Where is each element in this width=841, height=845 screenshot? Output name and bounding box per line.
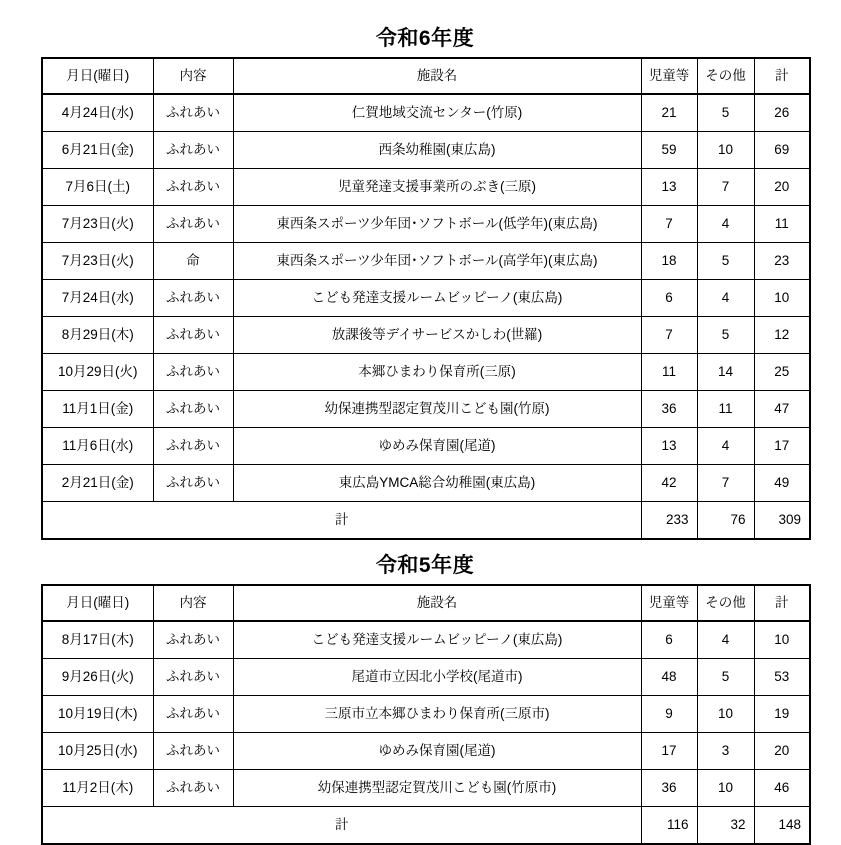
cell-type: ふれあい bbox=[153, 733, 233, 770]
section-title-reiwa5: 令和5年度 bbox=[375, 554, 475, 577]
cell-other: 11 bbox=[697, 391, 754, 428]
cell-date: 10月19日(木) bbox=[42, 696, 153, 733]
cell-type: ふれあい bbox=[153, 659, 233, 696]
cell-facility: 東西条スポーツ少年団･ソフトボール(低学年)(東広島) bbox=[233, 206, 641, 243]
cell-facility: 東広島YMCA総合幼稚園(東広島) bbox=[233, 465, 641, 502]
cell-other: 7 bbox=[697, 169, 754, 206]
cell-facility: 放課後等デイサービスかしわ(世羅) bbox=[233, 317, 641, 354]
cell-children: 42 bbox=[641, 465, 697, 502]
column-header-facility: 施設名 bbox=[233, 58, 641, 94]
table-row bbox=[42, 132, 810, 169]
cell-children: 59 bbox=[641, 132, 697, 169]
table-row bbox=[42, 280, 810, 317]
cell-total: 26 bbox=[754, 94, 810, 132]
cell-facility: 仁賀地域交流センター(竹原) bbox=[233, 94, 641, 132]
schedule-table-reiwa6 bbox=[41, 57, 811, 540]
table-row bbox=[42, 659, 810, 696]
column-header-children: 児童等 bbox=[641, 58, 697, 94]
column-header-type: 内容 bbox=[153, 58, 233, 94]
cell-total: 17 bbox=[754, 428, 810, 465]
schedule-table-reiwa5 bbox=[41, 584, 811, 845]
column-header-date: 月日(曜日) bbox=[42, 585, 153, 621]
cell-facility: ゆめみ保育園(尾道) bbox=[233, 428, 641, 465]
cell-children: 21 bbox=[641, 94, 697, 132]
cell-date: 6月21日(金) bbox=[42, 132, 153, 169]
cell-type: ふれあい bbox=[153, 317, 233, 354]
cell-type: ふれあい bbox=[153, 206, 233, 243]
cell-other: 5 bbox=[697, 243, 754, 280]
column-header-facility: 施設名 bbox=[233, 585, 641, 621]
cell-date: 8月29日(木) bbox=[42, 317, 153, 354]
cell-facility: ゆめみ保育園(尾道) bbox=[233, 733, 641, 770]
cell-date: 10月25日(水) bbox=[42, 733, 153, 770]
table-row bbox=[42, 354, 810, 391]
cell-total: 20 bbox=[754, 169, 810, 206]
cell-facility: 本郷ひまわり保育所(三原) bbox=[233, 354, 641, 391]
column-header-total: 計 bbox=[754, 58, 810, 94]
cell-total: 47 bbox=[754, 391, 810, 428]
cell-facility: 東西条スポーツ少年団･ソフトボール(高学年)(東広島) bbox=[233, 243, 641, 280]
table-body-reiwa5 bbox=[42, 621, 810, 844]
column-header-date: 月日(曜日) bbox=[42, 58, 153, 94]
table-row bbox=[42, 696, 810, 733]
cell-other: 10 bbox=[697, 132, 754, 169]
cell-facility: 児童発達支援事業所のぶき(三原) bbox=[233, 169, 641, 206]
cell-total: 10 bbox=[754, 621, 810, 659]
table-row bbox=[42, 206, 810, 243]
total-label: 計 bbox=[42, 502, 641, 540]
cell-other: 14 bbox=[697, 354, 754, 391]
total-children: 233 bbox=[641, 502, 697, 540]
table-row bbox=[42, 770, 810, 807]
cell-facility: 三原市立本郷ひまわり保育所(三原市) bbox=[233, 696, 641, 733]
table-body-reiwa6 bbox=[42, 94, 810, 539]
cell-other: 5 bbox=[697, 659, 754, 696]
cell-date: 7月6日(土) bbox=[42, 169, 153, 206]
cell-date: 9月26日(火) bbox=[42, 659, 153, 696]
cell-other: 5 bbox=[697, 317, 754, 354]
cell-children: 7 bbox=[641, 317, 697, 354]
column-header-type: 内容 bbox=[153, 585, 233, 621]
cell-other: 3 bbox=[697, 733, 754, 770]
cell-children: 13 bbox=[641, 169, 697, 206]
column-header-other: その他 bbox=[697, 585, 754, 621]
cell-children: 36 bbox=[641, 770, 697, 807]
cell-facility: こども発達支援ルームビッピーノ(東広島) bbox=[233, 280, 641, 317]
cell-date: 11月2日(木) bbox=[42, 770, 153, 807]
cell-facility: 幼保連携型認定賀茂川こども園(竹原市) bbox=[233, 770, 641, 807]
table-header-row bbox=[42, 58, 810, 94]
table-row bbox=[42, 317, 810, 354]
cell-other: 7 bbox=[697, 465, 754, 502]
cell-type: ふれあい bbox=[153, 465, 233, 502]
cell-date: 4月24日(水) bbox=[42, 94, 153, 132]
cell-children: 6 bbox=[641, 621, 697, 659]
cell-children: 13 bbox=[641, 428, 697, 465]
table-row bbox=[42, 94, 810, 132]
table-row bbox=[42, 169, 810, 206]
cell-children: 6 bbox=[641, 280, 697, 317]
cell-other: 4 bbox=[697, 206, 754, 243]
cell-total: 46 bbox=[754, 770, 810, 807]
cell-type: ふれあい bbox=[153, 696, 233, 733]
cell-type: ふれあい bbox=[153, 169, 233, 206]
column-header-children: 児童等 bbox=[641, 585, 697, 621]
cell-date: 10月29日(火) bbox=[42, 354, 153, 391]
table-row bbox=[42, 391, 810, 428]
cell-other: 5 bbox=[697, 94, 754, 132]
cell-facility: こども発達支援ルームビッピーノ(東広島) bbox=[233, 621, 641, 659]
cell-date: 8月17日(木) bbox=[42, 621, 153, 659]
cell-total: 11 bbox=[754, 206, 810, 243]
total-other: 76 bbox=[697, 502, 754, 540]
cell-children: 36 bbox=[641, 391, 697, 428]
table-row bbox=[42, 465, 810, 502]
cell-other: 4 bbox=[697, 621, 754, 659]
cell-total: 49 bbox=[754, 465, 810, 502]
total-total: 148 bbox=[754, 807, 810, 845]
cell-children: 11 bbox=[641, 354, 697, 391]
cell-total: 69 bbox=[754, 132, 810, 169]
cell-other: 4 bbox=[697, 428, 754, 465]
cell-date: 11月6日(水) bbox=[42, 428, 153, 465]
section-reiwa6 bbox=[41, 26, 809, 540]
cell-other: 10 bbox=[697, 770, 754, 807]
cell-children: 7 bbox=[641, 206, 697, 243]
cell-type: ふれあい bbox=[153, 428, 233, 465]
cell-type: ふれあい bbox=[153, 94, 233, 132]
column-header-total: 計 bbox=[754, 585, 810, 621]
cell-date: 7月24日(水) bbox=[42, 280, 153, 317]
cell-type: ふれあい bbox=[153, 770, 233, 807]
total-total: 309 bbox=[754, 502, 810, 540]
cell-date: 2月21日(金) bbox=[42, 465, 153, 502]
cell-total: 10 bbox=[754, 280, 810, 317]
cell-facility: 幼保連携型認定賀茂川こども園(竹原) bbox=[233, 391, 641, 428]
cell-children: 18 bbox=[641, 243, 697, 280]
cell-children: 9 bbox=[641, 696, 697, 733]
cell-type: ふれあい bbox=[153, 354, 233, 391]
section-reiwa5 bbox=[41, 553, 809, 845]
cell-total: 53 bbox=[754, 659, 810, 696]
cell-type: 命 bbox=[153, 243, 233, 280]
cell-type: ふれあい bbox=[153, 280, 233, 317]
table-header-row bbox=[42, 585, 810, 621]
cell-date: 7月23日(火) bbox=[42, 243, 153, 280]
cell-total: 20 bbox=[754, 733, 810, 770]
cell-date: 11月1日(金) bbox=[42, 391, 153, 428]
cell-total: 19 bbox=[754, 696, 810, 733]
cell-type: ふれあい bbox=[153, 391, 233, 428]
cell-other: 10 bbox=[697, 696, 754, 733]
total-other: 32 bbox=[697, 807, 754, 845]
table-row bbox=[42, 621, 810, 659]
cell-total: 23 bbox=[754, 243, 810, 280]
total-label: 計 bbox=[42, 807, 641, 845]
column-header-other: その他 bbox=[697, 58, 754, 94]
cell-date: 7月23日(火) bbox=[42, 206, 153, 243]
table-row bbox=[42, 243, 810, 280]
cell-children: 48 bbox=[641, 659, 697, 696]
cell-type: ふれあい bbox=[153, 132, 233, 169]
table-total-row bbox=[42, 807, 810, 845]
section-title-reiwa6: 令和6年度 bbox=[375, 27, 475, 50]
cell-other: 4 bbox=[697, 280, 754, 317]
cell-total: 25 bbox=[754, 354, 810, 391]
cell-facility: 尾道市立因北小学校(尾道市) bbox=[233, 659, 641, 696]
cell-facility: 西条幼稚園(東広島) bbox=[233, 132, 641, 169]
cell-type: ふれあい bbox=[153, 621, 233, 659]
cell-total: 12 bbox=[754, 317, 810, 354]
cell-children: 17 bbox=[641, 733, 697, 770]
total-children: 116 bbox=[641, 807, 697, 845]
table-total-row bbox=[42, 502, 810, 540]
table-row bbox=[42, 428, 810, 465]
table-row bbox=[42, 733, 810, 770]
